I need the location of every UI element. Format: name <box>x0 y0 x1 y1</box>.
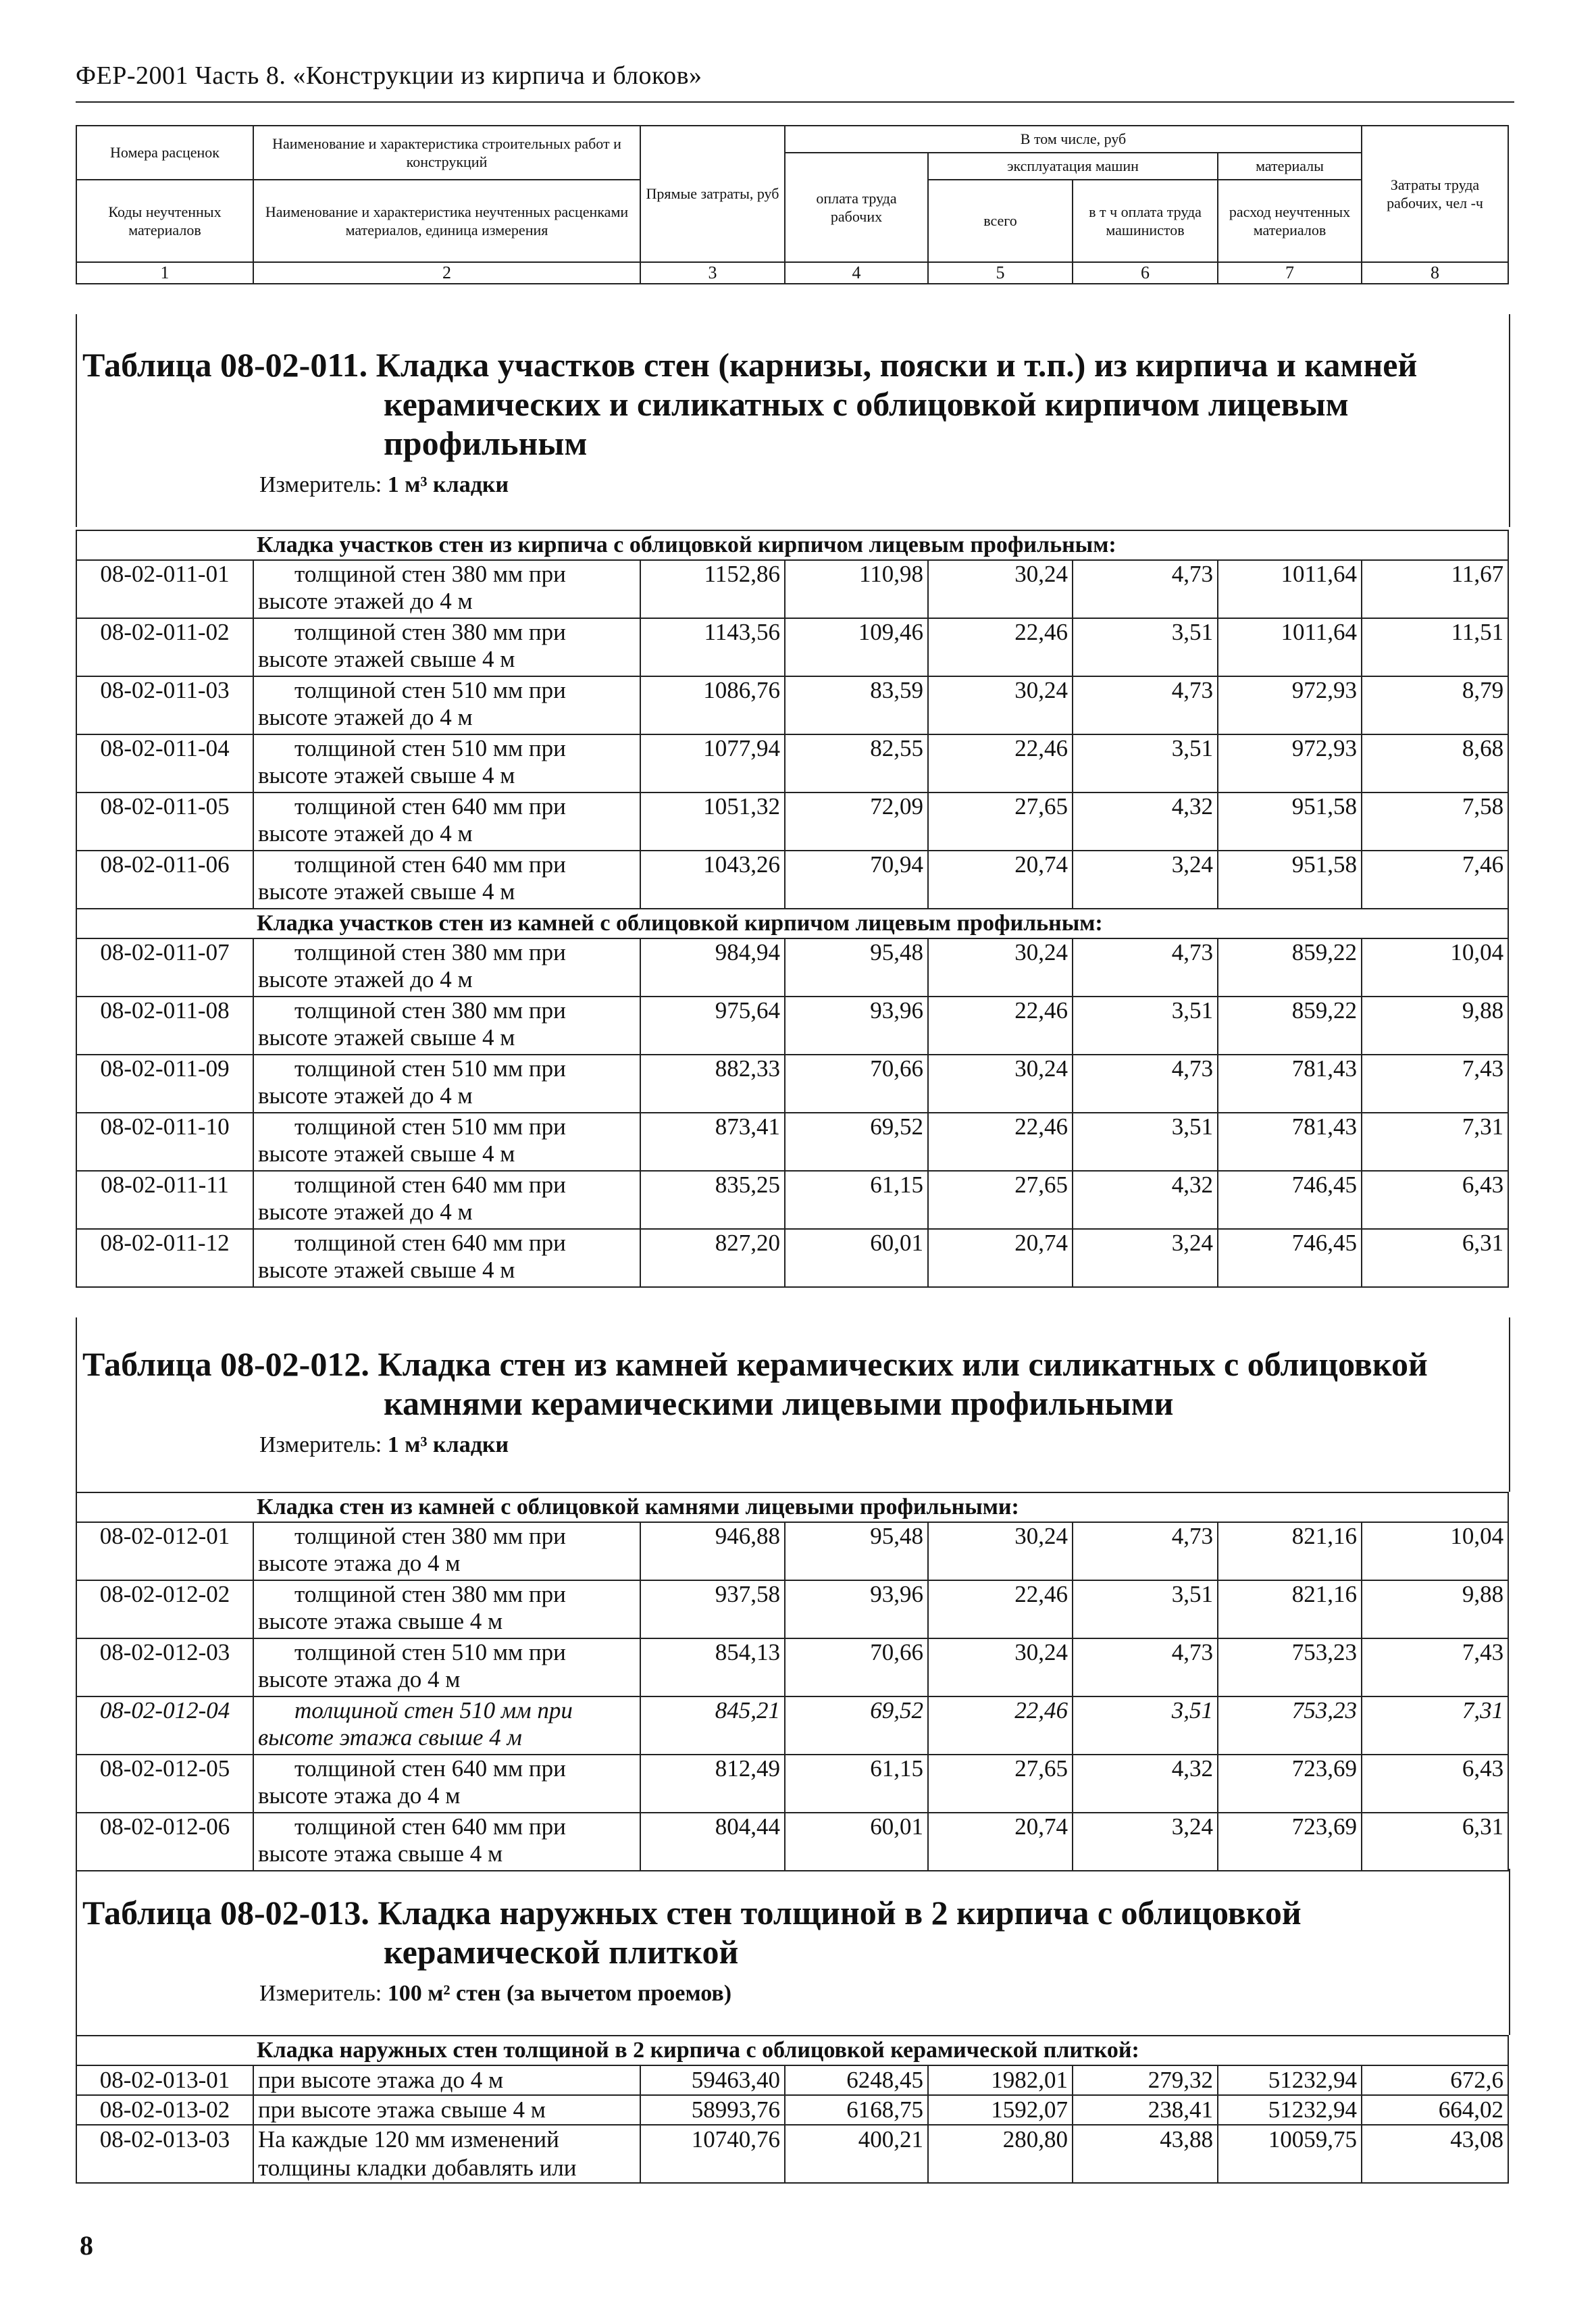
section-title: Кладка участков стен из камней с облицовкой кирпичом лицевым профильным: <box>76 909 1508 938</box>
rate-code: 08-02-012-01 <box>76 1522 253 1580</box>
table-title-continued: керамической плиткой <box>384 1933 739 1971</box>
work-description <box>253 938 640 997</box>
direct-costs-value: 1051,32 <box>640 793 785 851</box>
direct-costs-value: 59463,40 <box>640 2065 785 2095</box>
rate-code: 08-02-011-11 <box>76 1171 253 1229</box>
labor-hours-value: 43,08 <box>1362 2125 1508 2183</box>
work-description-line: высоте этажей до 4 м <box>258 588 473 614</box>
operator-pay-value: 3,24 <box>1073 851 1218 909</box>
machines-total-value: 30,24 <box>928 1522 1073 1580</box>
worker-pay-value: 61,15 <box>785 1171 928 1229</box>
labor-hours-value: 7,31 <box>1362 1113 1508 1171</box>
direct-costs-value: 1043,26 <box>640 851 785 909</box>
work-description-line: высоте этажей свыше 4 м <box>258 878 515 905</box>
work-description-line: толщиной стен 640 мм при <box>294 851 566 878</box>
materials-cost-value: 781,43 <box>1218 1055 1362 1113</box>
materials-cost-value: 1011,64 <box>1218 560 1362 618</box>
rate-code: 08-02-012-04 <box>76 1696 253 1755</box>
meter-label: Измеритель: <box>259 1432 382 1457</box>
materials-cost-value: 951,58 <box>1218 793 1362 851</box>
work-description <box>253 1638 640 1696</box>
direct-costs-value: 845,21 <box>640 1696 785 1755</box>
header-worker-pay: оплата труда рабочих <box>785 153 928 262</box>
work-description-line: толщиной стен 380 мм при <box>294 1581 566 1607</box>
worker-pay-value: 93,96 <box>785 1580 928 1638</box>
meter-value: 100 м² стен (за вычетом проемов) <box>387 1981 732 2006</box>
header-machine-operation: эксплуатация машин <box>928 153 1218 180</box>
column-header-table <box>76 125 1509 284</box>
table-title-continued: профильным <box>384 424 588 462</box>
work-description-line: толщиной стен 640 мм при <box>294 1813 566 1840</box>
machines-total-value: 22,46 <box>928 1696 1073 1755</box>
direct-costs-value: 1152,86 <box>640 560 785 618</box>
machines-total-value: 1982,01 <box>928 2065 1073 2095</box>
work-description <box>253 1522 640 1580</box>
operator-pay-value: 3,51 <box>1073 1696 1218 1755</box>
materials-cost-value: 972,93 <box>1218 676 1362 734</box>
work-description <box>253 1696 640 1755</box>
table-row <box>76 2065 1508 2095</box>
work-description <box>253 1580 640 1638</box>
table-number: Таблица 08-02-011. <box>82 346 368 384</box>
table-title-continued: керамических и силикатных с облицовкой кирпичом лицевым <box>384 385 1349 423</box>
labor-hours-value: 7,58 <box>1362 793 1508 851</box>
table-row <box>76 1113 1508 1171</box>
machines-total-value: 27,65 <box>928 1755 1073 1813</box>
operator-pay-value: 3,51 <box>1073 1580 1218 1638</box>
worker-pay-value: 70,66 <box>785 1638 928 1696</box>
column-number: 8 <box>1362 262 1508 284</box>
table-row <box>76 734 1508 793</box>
worker-pay-value: 70,66 <box>785 1055 928 1113</box>
labor-hours-value: 7,31 <box>1362 1696 1508 1755</box>
worker-pay-value: 6248,45 <box>785 2065 928 2095</box>
table-row <box>76 2125 1508 2183</box>
table-title: Кладка наружных стен толщиной в 2 кирпича с облицовкой <box>378 1894 1302 1932</box>
rate-code: 08-02-011-06 <box>76 851 253 909</box>
rate-code: 08-02-011-09 <box>76 1055 253 1113</box>
work-description <box>253 618 640 676</box>
operator-pay-value: 3,51 <box>1073 1113 1218 1171</box>
machines-total-value: 30,24 <box>928 676 1073 734</box>
table-row <box>76 1055 1508 1113</box>
work-description-line: высоте этажа до 4 м <box>258 1550 461 1576</box>
worker-pay-value: 61,15 <box>785 1755 928 1813</box>
worker-pay-value: 83,59 <box>785 676 928 734</box>
table-title-continued: камнями керамическими лицевыми профильными <box>384 1384 1174 1422</box>
rate-code: 08-02-011-08 <box>76 997 253 1055</box>
materials-cost-value: 723,69 <box>1218 1755 1362 1813</box>
worker-pay-value: 60,01 <box>785 1229 928 1287</box>
section-title: Кладка участков стен из кирпича с облицовкой кирпичом лицевым профильным: <box>76 530 1508 560</box>
column-number: 4 <box>785 262 928 284</box>
operator-pay-value: 4,32 <box>1073 1171 1218 1229</box>
direct-costs-value: 1086,76 <box>640 676 785 734</box>
materials-cost-value: 821,16 <box>1218 1580 1362 1638</box>
machines-total-value: 30,24 <box>928 1638 1073 1696</box>
work-description-line: толщиной стен 640 мм при <box>294 793 566 820</box>
operator-pay-value: 4,73 <box>1073 1055 1218 1113</box>
worker-pay-value: 69,52 <box>785 1696 928 1755</box>
work-description-line: высоте этажей свыше 4 м <box>258 1024 515 1051</box>
machines-total-value: 27,65 <box>928 1171 1073 1229</box>
measure-unit <box>77 472 1509 498</box>
machines-total-value: 22,46 <box>928 734 1073 793</box>
column-number: 1 <box>76 262 253 284</box>
materials-cost-value: 781,43 <box>1218 1113 1362 1171</box>
direct-costs-value: 854,13 <box>640 1638 785 1696</box>
column-number: 3 <box>640 262 785 284</box>
table-row <box>76 1522 1508 1580</box>
worker-pay-value: 82,55 <box>785 734 928 793</box>
machines-total-value: 30,24 <box>928 560 1073 618</box>
machines-total-value: 22,46 <box>928 618 1073 676</box>
column-number: 2 <box>253 262 640 284</box>
materials-cost-value: 746,45 <box>1218 1171 1362 1229</box>
work-description-line: толщиной стен 380 мм при <box>294 939 566 965</box>
header-operator-pay: в т ч оплата труда машинистов <box>1073 180 1218 262</box>
rate-code: 08-02-012-05 <box>76 1755 253 1813</box>
worker-pay-value: 95,48 <box>785 1522 928 1580</box>
materials-cost-value: 753,23 <box>1218 1696 1362 1755</box>
labor-hours-value: 9,88 <box>1362 1580 1508 1638</box>
column-number: 6 <box>1073 262 1218 284</box>
work-description <box>253 2095 640 2125</box>
operator-pay-value: 279,32 <box>1073 2065 1218 2095</box>
labor-hours-value: 6,43 <box>1362 1171 1508 1229</box>
work-description-line: высоте этажа до 4 м <box>258 1782 461 1809</box>
materials-cost-value: 859,22 <box>1218 997 1362 1055</box>
header-machines-total: всего <box>928 180 1073 262</box>
header-rate-numbers: Номера расценок <box>76 126 253 180</box>
materials-cost-value: 1011,64 <box>1218 618 1362 676</box>
work-description-line: высоте этажа свыше 4 м <box>258 1608 503 1634</box>
machines-total-value: 27,65 <box>928 793 1073 851</box>
operator-pay-value: 238,41 <box>1073 2095 1218 2125</box>
header-direct-costs: Прямые затраты, руб <box>640 126 785 262</box>
direct-costs-value: 946,88 <box>640 1522 785 1580</box>
running-header: ФЕР-2001 Часть 8. «Конструкции из кирпича и блоков» <box>76 61 702 90</box>
work-description <box>253 1755 640 1813</box>
work-description-line: высоте этажа до 4 м <box>258 1666 461 1692</box>
machines-total-value: 20,74 <box>928 1813 1073 1871</box>
work-description-line: На каждые 120 мм изменений <box>258 2126 559 2153</box>
header-material-codes: Коды неучтенных материалов <box>76 180 253 262</box>
column-number: 7 <box>1218 262 1362 284</box>
labor-hours-value: 8,79 <box>1362 676 1508 734</box>
work-description-line: высоте этажей свыше 4 м <box>258 646 515 672</box>
table-title: Кладка участков стен (карнизы, пояски и т.п.) из кирпича и камней <box>376 346 1418 384</box>
table-number: Таблица 08-02-013. <box>82 1894 369 1932</box>
rate-code: 08-02-011-05 <box>76 793 253 851</box>
work-description <box>253 793 640 851</box>
work-description-line: толщины кладки добавлять или <box>258 2155 577 2181</box>
header-work-description: Наименование и характеристика строительных работ и конструкций <box>253 126 640 180</box>
work-description-line: толщиной стен 510 мм при <box>294 1697 573 1724</box>
work-description <box>253 734 640 793</box>
column-number: 5 <box>928 262 1073 284</box>
machines-total-value: 22,46 <box>928 1580 1073 1638</box>
rate-code: 08-02-011-04 <box>76 734 253 793</box>
work-description <box>253 1813 640 1871</box>
work-description-line: высоте этажей свыше 4 м <box>258 1257 515 1283</box>
rate-code: 08-02-013-03 <box>76 2125 253 2183</box>
operator-pay-value: 4,73 <box>1073 560 1218 618</box>
direct-costs-value: 804,44 <box>640 1813 785 1871</box>
table-row <box>76 997 1508 1055</box>
work-description-line: толщиной стен 510 мм при <box>294 1113 566 1140</box>
work-description <box>253 1229 640 1287</box>
work-description-line: при высоте этажа до 4 м <box>258 2067 504 2093</box>
machines-total-value: 20,74 <box>928 851 1073 909</box>
work-description-line: высоте этажей до 4 м <box>258 966 473 992</box>
table-row <box>76 1696 1508 1755</box>
machines-total-value: 20,74 <box>928 1229 1073 1287</box>
materials-cost-value: 10059,75 <box>1218 2125 1362 2183</box>
table-row <box>76 676 1508 734</box>
labor-hours-value: 7,43 <box>1362 1638 1508 1696</box>
rates-table-08-02-013 <box>76 2035 1509 2184</box>
work-description <box>253 851 640 909</box>
rate-code: 08-02-011-02 <box>76 618 253 676</box>
table-row <box>76 1171 1508 1229</box>
header-rule <box>76 101 1514 103</box>
work-description <box>253 1113 640 1171</box>
labor-hours-value: 10,04 <box>1362 1522 1508 1580</box>
work-description-line: толщиной стен 510 мм при <box>294 735 566 761</box>
worker-pay-value: 69,52 <box>785 1113 928 1171</box>
direct-costs-value: 873,41 <box>640 1113 785 1171</box>
operator-pay-value: 4,73 <box>1073 1522 1218 1580</box>
work-description-line: высоте этажей свыше 4 м <box>258 1140 515 1167</box>
meter-label: Измеритель: <box>259 472 382 497</box>
table-row <box>76 1580 1508 1638</box>
work-description <box>253 2065 640 2095</box>
work-description-line: толщиной стен 510 мм при <box>294 677 566 703</box>
materials-cost-value: 753,23 <box>1218 1638 1362 1696</box>
operator-pay-value: 4,73 <box>1073 938 1218 997</box>
rate-code: 08-02-011-07 <box>76 938 253 997</box>
labor-hours-value: 6,31 <box>1362 1813 1508 1871</box>
labor-hours-value: 10,04 <box>1362 938 1508 997</box>
direct-costs-value: 882,33 <box>640 1055 785 1113</box>
rate-code: 08-02-013-02 <box>76 2095 253 2125</box>
work-description <box>253 1171 640 1229</box>
materials-cost-value: 51232,94 <box>1218 2065 1362 2095</box>
rate-code: 08-02-011-12 <box>76 1229 253 1287</box>
rate-code: 08-02-011-01 <box>76 560 253 618</box>
table-title-block <box>76 1317 1510 1492</box>
worker-pay-value: 70,94 <box>785 851 928 909</box>
page-number: 8 <box>80 2230 93 2261</box>
rate-code: 08-02-012-02 <box>76 1580 253 1638</box>
table-row <box>76 793 1508 851</box>
work-description-line: толщиной стен 380 мм при <box>294 561 566 587</box>
work-description-line: толщиной стен 510 мм при <box>294 1055 566 1082</box>
section-title: Кладка наружных стен толщиной в 2 кирпича с облицовкой керамической плиткой: <box>76 2036 1508 2065</box>
worker-pay-value: 400,21 <box>785 2125 928 2183</box>
labor-hours-value: 664,02 <box>1362 2095 1508 2125</box>
labor-hours-value: 7,46 <box>1362 851 1508 909</box>
materials-cost-value: 951,58 <box>1218 851 1362 909</box>
materials-cost-value: 821,16 <box>1218 1522 1362 1580</box>
worker-pay-value: 72,09 <box>785 793 928 851</box>
worker-pay-value: 60,01 <box>785 1813 928 1871</box>
rates-table-08-02-012 <box>76 1492 1509 1871</box>
table-row <box>76 1638 1508 1696</box>
machines-total-value: 30,24 <box>928 1055 1073 1113</box>
work-description-line: толщиной стен 640 мм при <box>294 1172 566 1198</box>
rate-code: 08-02-013-01 <box>76 2065 253 2095</box>
machines-total-value: 22,46 <box>928 997 1073 1055</box>
header-materials: материалы <box>1218 153 1362 180</box>
operator-pay-value: 4,73 <box>1073 676 1218 734</box>
work-description-line: при высоте этажа свыше 4 м <box>258 2096 546 2123</box>
direct-costs-value: 984,94 <box>640 938 785 997</box>
rate-code: 08-02-012-06 <box>76 1813 253 1871</box>
labor-hours-value: 8,68 <box>1362 734 1508 793</box>
work-description-line: толщиной стен 380 мм при <box>294 997 566 1024</box>
meter-label: Измеритель: <box>259 1981 382 2006</box>
meter-value: 1 м³ кладки <box>387 472 509 497</box>
direct-costs-value: 827,20 <box>640 1229 785 1287</box>
rate-code: 08-02-011-03 <box>76 676 253 734</box>
table-title: Кладка стен из камней керамических или силикатных с облицовкой <box>378 1345 1428 1383</box>
labor-hours-value: 11,51 <box>1362 618 1508 676</box>
operator-pay-value: 3,51 <box>1073 997 1218 1055</box>
materials-cost-value: 746,45 <box>1218 1229 1362 1287</box>
labor-hours-value: 11,67 <box>1362 560 1508 618</box>
table-row <box>76 1813 1508 1871</box>
operator-pay-value: 3,24 <box>1073 1813 1218 1871</box>
work-description <box>253 2125 640 2183</box>
operator-pay-value: 3,51 <box>1073 734 1218 793</box>
work-description-line: толщиной стен 380 мм при <box>294 619 566 645</box>
operator-pay-value: 43,88 <box>1073 2125 1218 2183</box>
table-row <box>76 560 1508 618</box>
machines-total-value: 22,46 <box>928 1113 1073 1171</box>
table-title-block <box>76 1869 1510 2035</box>
worker-pay-value: 95,48 <box>785 938 928 997</box>
work-description-line: толщиной стен 640 мм при <box>294 1230 566 1256</box>
header-material-description: Наименование и характеристика неучтенных расценками материалов, единица измерения <box>253 180 640 262</box>
direct-costs-value: 58993,76 <box>640 2095 785 2125</box>
machines-total-value: 1592,07 <box>928 2095 1073 2125</box>
work-description-line: высоте этажей до 4 м <box>258 1082 473 1109</box>
labor-hours-value: 672,6 <box>1362 2065 1508 2095</box>
work-description-line: высоте этажа свыше 4 м <box>258 1724 522 1751</box>
labor-hours-value: 6,31 <box>1362 1229 1508 1287</box>
table-row <box>76 851 1508 909</box>
labor-hours-value: 9,88 <box>1362 997 1508 1055</box>
operator-pay-value: 4,32 <box>1073 1755 1218 1813</box>
work-description <box>253 676 640 734</box>
worker-pay-value: 93,96 <box>785 997 928 1055</box>
header-including: В том числе, руб <box>785 126 1362 153</box>
section-title: Кладка стен из камней с облицовкой камнями лицевыми профильными: <box>76 1492 1508 1522</box>
table-title-block <box>76 314 1510 527</box>
direct-costs-value: 1077,94 <box>640 734 785 793</box>
rates-table-08-02-011 <box>76 530 1509 1288</box>
work-description-line: толщиной стен 380 мм при <box>294 1523 566 1549</box>
materials-cost-value: 723,69 <box>1218 1813 1362 1871</box>
table-row <box>76 618 1508 676</box>
machines-total-value: 30,24 <box>928 938 1073 997</box>
work-description <box>253 997 640 1055</box>
machines-total-value: 280,80 <box>928 2125 1073 2183</box>
direct-costs-value: 10740,76 <box>640 2125 785 2183</box>
meter-value: 1 м³ кладки <box>387 1432 509 1457</box>
materials-cost-value: 859,22 <box>1218 938 1362 997</box>
rate-code: 08-02-012-03 <box>76 1638 253 1696</box>
direct-costs-value: 812,49 <box>640 1755 785 1813</box>
measure-unit <box>77 1981 1509 2007</box>
materials-cost-value: 972,93 <box>1218 734 1362 793</box>
table-row <box>76 1229 1508 1287</box>
direct-costs-value: 835,25 <box>640 1171 785 1229</box>
header-labor-costs: Затраты труда рабочих, чел -ч <box>1362 126 1508 262</box>
operator-pay-value: 3,51 <box>1073 618 1218 676</box>
measure-unit <box>77 1432 1509 1458</box>
worker-pay-value: 110,98 <box>785 560 928 618</box>
worker-pay-value: 109,46 <box>785 618 928 676</box>
table-row <box>76 938 1508 997</box>
operator-pay-value: 4,73 <box>1073 1638 1218 1696</box>
labor-hours-value: 6,43 <box>1362 1755 1508 1813</box>
work-description-line: высоте этажей свыше 4 м <box>258 762 515 788</box>
worker-pay-value: 6168,75 <box>785 2095 928 2125</box>
work-description <box>253 560 640 618</box>
table-number: Таблица 08-02-012. <box>82 1345 369 1383</box>
operator-pay-value: 3,24 <box>1073 1229 1218 1287</box>
labor-hours-value: 7,43 <box>1362 1055 1508 1113</box>
direct-costs-value: 975,64 <box>640 997 785 1055</box>
table-row <box>76 1755 1508 1813</box>
header-unaccounted-materials: расход неучтенных материалов <box>1218 180 1362 262</box>
table-row <box>76 2095 1508 2125</box>
operator-pay-value: 4,32 <box>1073 793 1218 851</box>
rate-code: 08-02-011-10 <box>76 1113 253 1171</box>
work-description-line: высоте этажа свыше 4 м <box>258 1840 503 1867</box>
direct-costs-value: 1143,56 <box>640 618 785 676</box>
materials-cost-value: 51232,94 <box>1218 2095 1362 2125</box>
work-description-line: высоте этажей до 4 м <box>258 1199 473 1225</box>
work-description-line: толщиной стен 640 мм при <box>294 1755 566 1782</box>
work-description-line: толщиной стен 510 мм при <box>294 1639 566 1665</box>
direct-costs-value: 937,58 <box>640 1580 785 1638</box>
work-description <box>253 1055 640 1113</box>
work-description-line: высоте этажей до 4 м <box>258 704 473 730</box>
work-description-line: высоте этажей до 4 м <box>258 820 473 847</box>
